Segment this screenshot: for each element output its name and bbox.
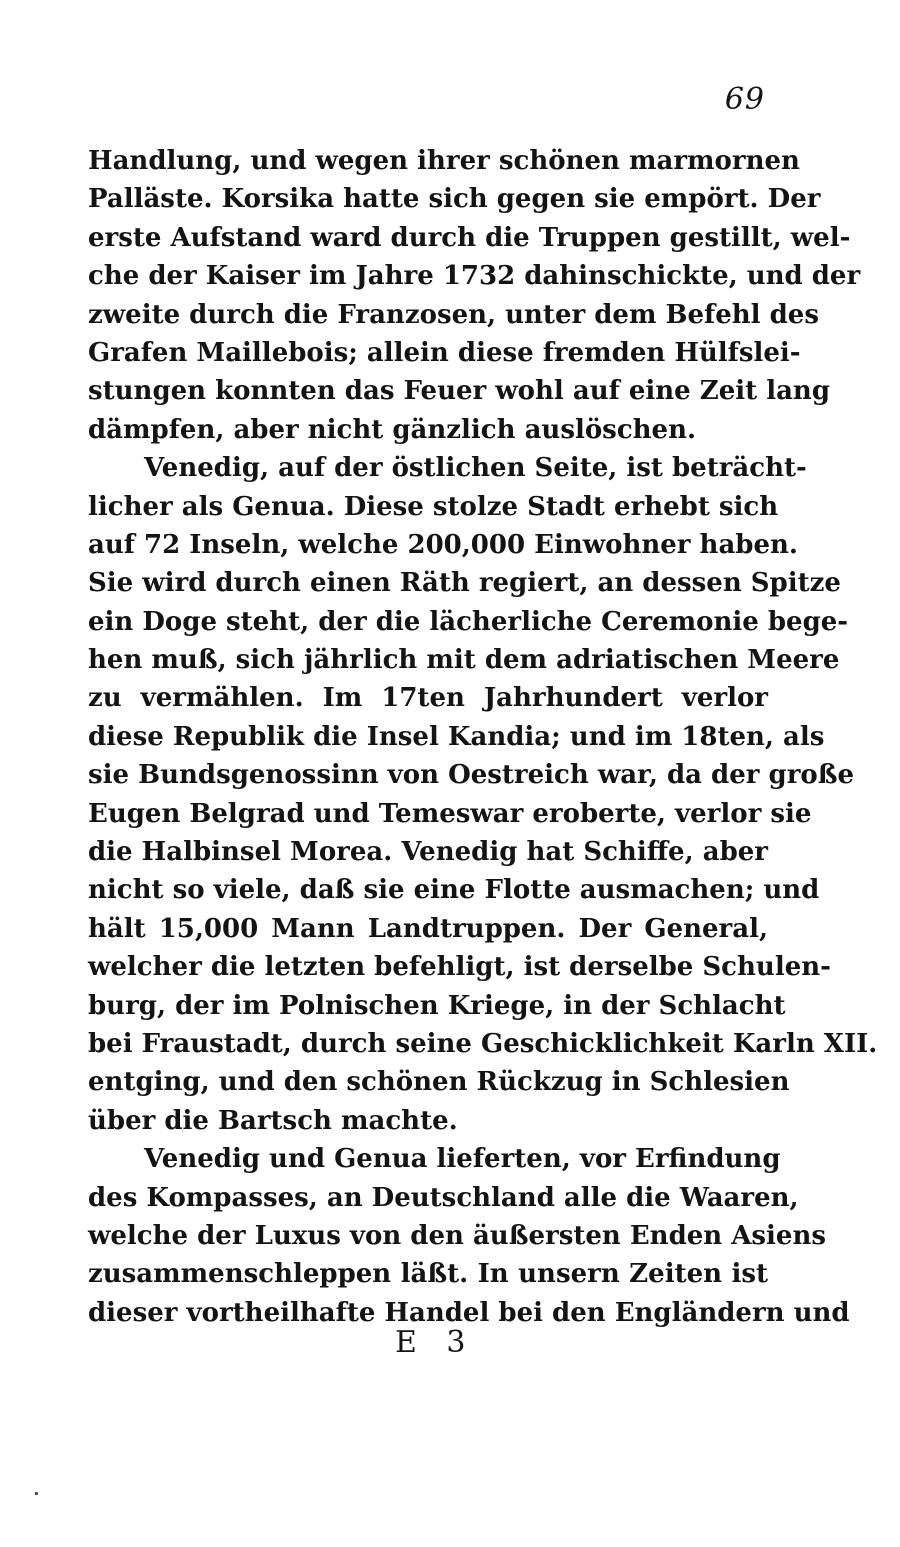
text-line: Palläste. Korsika hatte sich gegen sie empört. Der <box>88 184 821 215</box>
text-line: über die Bartsch machte. <box>88 1105 458 1136</box>
text-line: des Kompasses, an Deutschland alle die Waaren, <box>88 1182 799 1213</box>
text-line: burg, der im Polnischen Kriege, in der Schlacht <box>88 990 786 1021</box>
text-line: zu vermählen. Im 17ten Jahrhundert verlor <box>88 683 768 714</box>
text-line: Venedig, auf der östlichen Seite, ist beträcht- <box>144 453 807 484</box>
text-line: nicht so viele, daß sie eine Flotte ausmachen; und <box>88 875 820 906</box>
text-line: welcher die letzten befehligt, ist derselbe Schulen- <box>88 952 831 983</box>
paragraph <box>88 449 878 1140</box>
signature-mark: E 3 <box>395 1325 476 1360</box>
text-line: die Halbinsel Morea. Venedig hat Schiffe, aber <box>88 837 768 868</box>
text-line: hält 15,000 Mann Landtruppen. Der General, <box>88 913 768 944</box>
text-line: hen muß, sich jährlich mit dem adriatischen Meere <box>88 645 840 676</box>
text-line: welche der Luxus von den äußersten Enden Asiens <box>88 1220 827 1251</box>
text-line: dämpfen, aber nicht gänzlich auslöschen. <box>88 414 697 445</box>
text-line: sie Bundsgenossinn von Oestreich war, da der große <box>88 760 855 791</box>
text-line: bei Fraustadt, durch seine Geschicklichkeit Karln XII. <box>88 1028 878 1059</box>
text-line: Eugen Belgrad und Temeswar eroberte, verlor sie <box>88 798 812 829</box>
text-line: zusammenschleppen läßt. In unsern Zeiten ist <box>88 1259 768 1290</box>
paragraph <box>88 142 861 449</box>
text-line: Handlung, und wegen ihrer schönen marmornen <box>88 146 800 176</box>
text-line: Venedig und Genua lieferten, vor Erfindung <box>144 1144 781 1175</box>
text-line: licher als Genua. Diese stolze Stadt erhebt sich <box>88 491 779 522</box>
paragraph <box>88 1140 850 1332</box>
body-text <box>88 142 878 1332</box>
text-line: Grafen Maillebois; allein diese fremden Hülfslei- <box>88 337 801 368</box>
text-line: che der Kaiser im Jahre 1732 dahinschickte, und der <box>88 261 861 292</box>
text-line: stungen konnten das Feuer wohl auf eine Zeit lang <box>88 376 831 407</box>
page-number: 69 <box>724 82 765 117</box>
text-line: diese Republik die Insel Kandia; und im 18ten, als <box>88 721 825 752</box>
text-line: auf 72 Inseln, welche 200,000 Einwohner haben. <box>88 529 798 560</box>
text-line: ein Doge steht, der die lächerliche Ceremonie bege- <box>88 606 849 637</box>
text-line: entging, und den schönen Rückzug in Schlesien <box>88 1067 790 1098</box>
ink-speck <box>35 1492 38 1495</box>
text-line: zweite durch die Franzosen, unter dem Befehl des <box>88 299 819 330</box>
text-line: dieser vortheilhafte Handel bei den Engländern und <box>88 1297 850 1328</box>
text-line: Sie wird durch einen Räth regiert, an dessen Spitze <box>88 568 841 599</box>
text-line: erste Aufstand ward durch die Truppen gestillt, wel- <box>88 222 851 253</box>
